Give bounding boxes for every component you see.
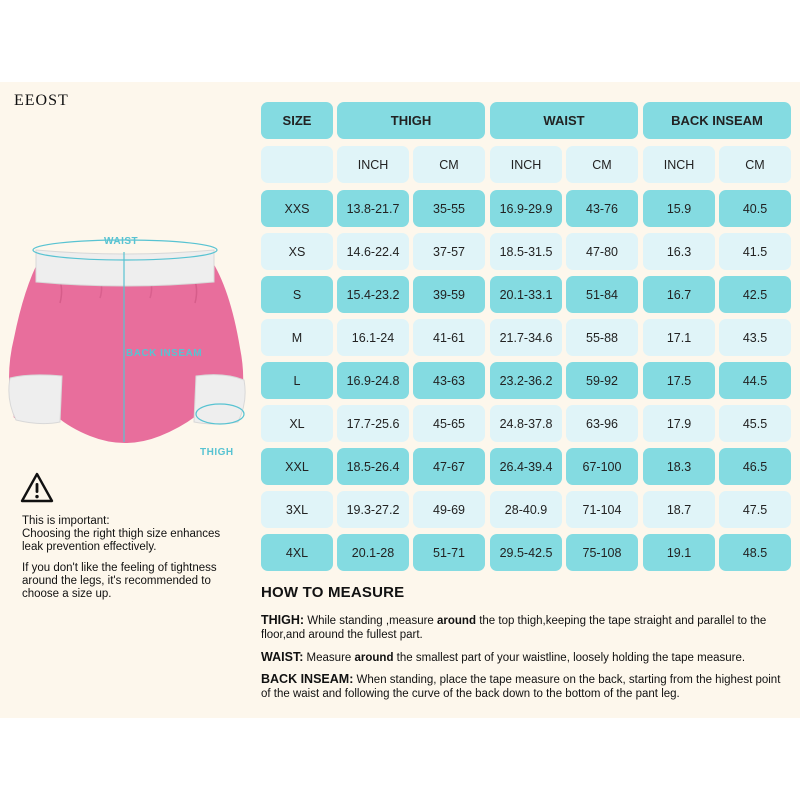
table-cell: 51-71 — [413, 534, 485, 571]
unit-header: CM — [413, 146, 485, 183]
product-illustration — [0, 228, 260, 460]
table-cell: 18.7 — [643, 491, 715, 528]
unit-header: INCH — [490, 146, 562, 183]
table-cell: 18.5-26.4 — [337, 448, 409, 485]
table-cell: 43.5 — [719, 319, 791, 356]
table-cell: 43-76 — [566, 190, 638, 227]
table-cell: 47-80 — [566, 233, 638, 270]
back-inseam-label: BACK INSEAM — [126, 348, 203, 359]
waist-instructions — [261, 650, 786, 665]
table-cell: 19.3-27.2 — [337, 491, 409, 528]
table-cell: 71-104 — [566, 491, 638, 528]
table-cell: 67-100 — [566, 448, 638, 485]
thigh-instructions-post: the top thigh,keeping the tape straight and parallel to the floor,and around the fullest part. — [261, 615, 767, 641]
table-cell: 55-88 — [566, 319, 638, 356]
table-cell: 16.7 — [643, 276, 715, 313]
table-cell: 15.4-23.2 — [337, 276, 409, 313]
table-cell: 20.1-28 — [337, 534, 409, 571]
table-cell: 15.9 — [643, 190, 715, 227]
table-cell: 46.5 — [719, 448, 791, 485]
important-heading: This is important: — [22, 515, 110, 527]
tightness-note: If you don't like the feeling of tightness around the legs, it's recommended to choose a size up. — [22, 562, 217, 600]
table-cell: 17.7-25.6 — [337, 405, 409, 442]
table-cell: 16.9-24.8 — [337, 362, 409, 399]
table-cell: 17.9 — [643, 405, 715, 442]
back-inseam-instructions-label: BACK INSEAM: — [261, 672, 354, 686]
table-cell: 29.5-42.5 — [490, 534, 562, 571]
table-cell: 21.7-34.6 — [490, 319, 562, 356]
table-cell: 16.3 — [643, 233, 715, 270]
swim-diaper-drawing — [0, 228, 260, 460]
waist-instructions-pre: Measure — [303, 652, 355, 664]
table-cell: 16.1-24 — [337, 319, 409, 356]
table-cell: 35-55 — [413, 190, 485, 227]
table-cell: 41-61 — [413, 319, 485, 356]
header-waist: WAIST — [490, 102, 638, 139]
table-cell: 19.1 — [643, 534, 715, 571]
waist-instructions-label: WAIST: — [261, 650, 304, 664]
table-cell: 16.9-29.9 — [490, 190, 562, 227]
table-cell: 26.4-39.4 — [490, 448, 562, 485]
back-inseam-instructions-text: When standing, place the tape measure on the back, starting from the highest point of the waist and following the curve of the back down to the bottom of the pant leg. — [261, 674, 781, 700]
table-cell: 49-69 — [413, 491, 485, 528]
table-cell: 47-67 — [413, 448, 485, 485]
unit-header: CM — [566, 146, 638, 183]
table-cell: 47.5 — [719, 491, 791, 528]
important-text: Choosing the right thigh size enhances leak prevention effectively. — [22, 528, 221, 553]
table-cell: 17.1 — [643, 319, 715, 356]
table-cell: 18.5-31.5 — [490, 233, 562, 270]
thigh-instructions — [261, 613, 786, 642]
size-cell: L — [261, 362, 333, 399]
table-cell: 63-96 — [566, 405, 638, 442]
table-cell: 23.2-36.2 — [490, 362, 562, 399]
table-cell: 45-65 — [413, 405, 485, 442]
table-cell: 48.5 — [719, 534, 791, 571]
table-cell: 13.8-21.7 — [337, 190, 409, 227]
unit-header: INCH — [337, 146, 409, 183]
waist-instructions-post: the smallest part of your waistline, loosely holding the tape measure. — [393, 652, 746, 664]
table-cell: 17.5 — [643, 362, 715, 399]
table-cell: 28-40.9 — [490, 491, 562, 528]
table-cell: 44.5 — [719, 362, 791, 399]
header-thigh: THIGH — [337, 102, 485, 139]
thigh-instructions-pre: While standing ,measure — [304, 615, 438, 627]
unit-header: INCH — [643, 146, 715, 183]
table-cell: 18.3 — [643, 448, 715, 485]
table-cell: 40.5 — [719, 190, 791, 227]
size-cell: 4XL — [261, 534, 333, 571]
thigh-label: THIGH — [200, 447, 234, 458]
table-cell: 24.8-37.8 — [490, 405, 562, 442]
size-cell: XL — [261, 405, 333, 442]
table-cell: 14.6-22.4 — [337, 233, 409, 270]
brand-logo: EEOST — [14, 92, 69, 109]
header-size: SIZE — [261, 102, 333, 139]
table-cell: 20.1-33.1 — [490, 276, 562, 313]
table-cell: 37-57 — [413, 233, 485, 270]
size-cell: S — [261, 276, 333, 313]
thigh-instructions-bold: around — [437, 615, 476, 627]
table-cell: 43-63 — [413, 362, 485, 399]
size-cell: XS — [261, 233, 333, 270]
important-note — [22, 515, 222, 554]
warning-icon — [20, 472, 54, 504]
table-cell: 42.5 — [719, 276, 791, 313]
back-inseam-instructions — [261, 672, 786, 701]
table-cell: 41.5 — [719, 233, 791, 270]
size-cell: XXS — [261, 190, 333, 227]
table-cell: 45.5 — [719, 405, 791, 442]
unit-header: CM — [719, 146, 791, 183]
size-cell: XXL — [261, 448, 333, 485]
size-cell: M — [261, 319, 333, 356]
table-cell: 59-92 — [566, 362, 638, 399]
waist-label: WAIST — [104, 236, 139, 247]
table-cell: 51-84 — [566, 276, 638, 313]
how-to-measure-title: HOW TO MEASURE — [261, 584, 405, 601]
table-cell: 75-108 — [566, 534, 638, 571]
thigh-instructions-label: THIGH: — [261, 613, 305, 627]
table-cell: 39-59 — [413, 276, 485, 313]
unit-blank — [261, 146, 333, 183]
header-back-inseam: BACK INSEAM — [643, 102, 791, 139]
size-cell: 3XL — [261, 491, 333, 528]
waist-instructions-bold: around — [354, 652, 394, 664]
